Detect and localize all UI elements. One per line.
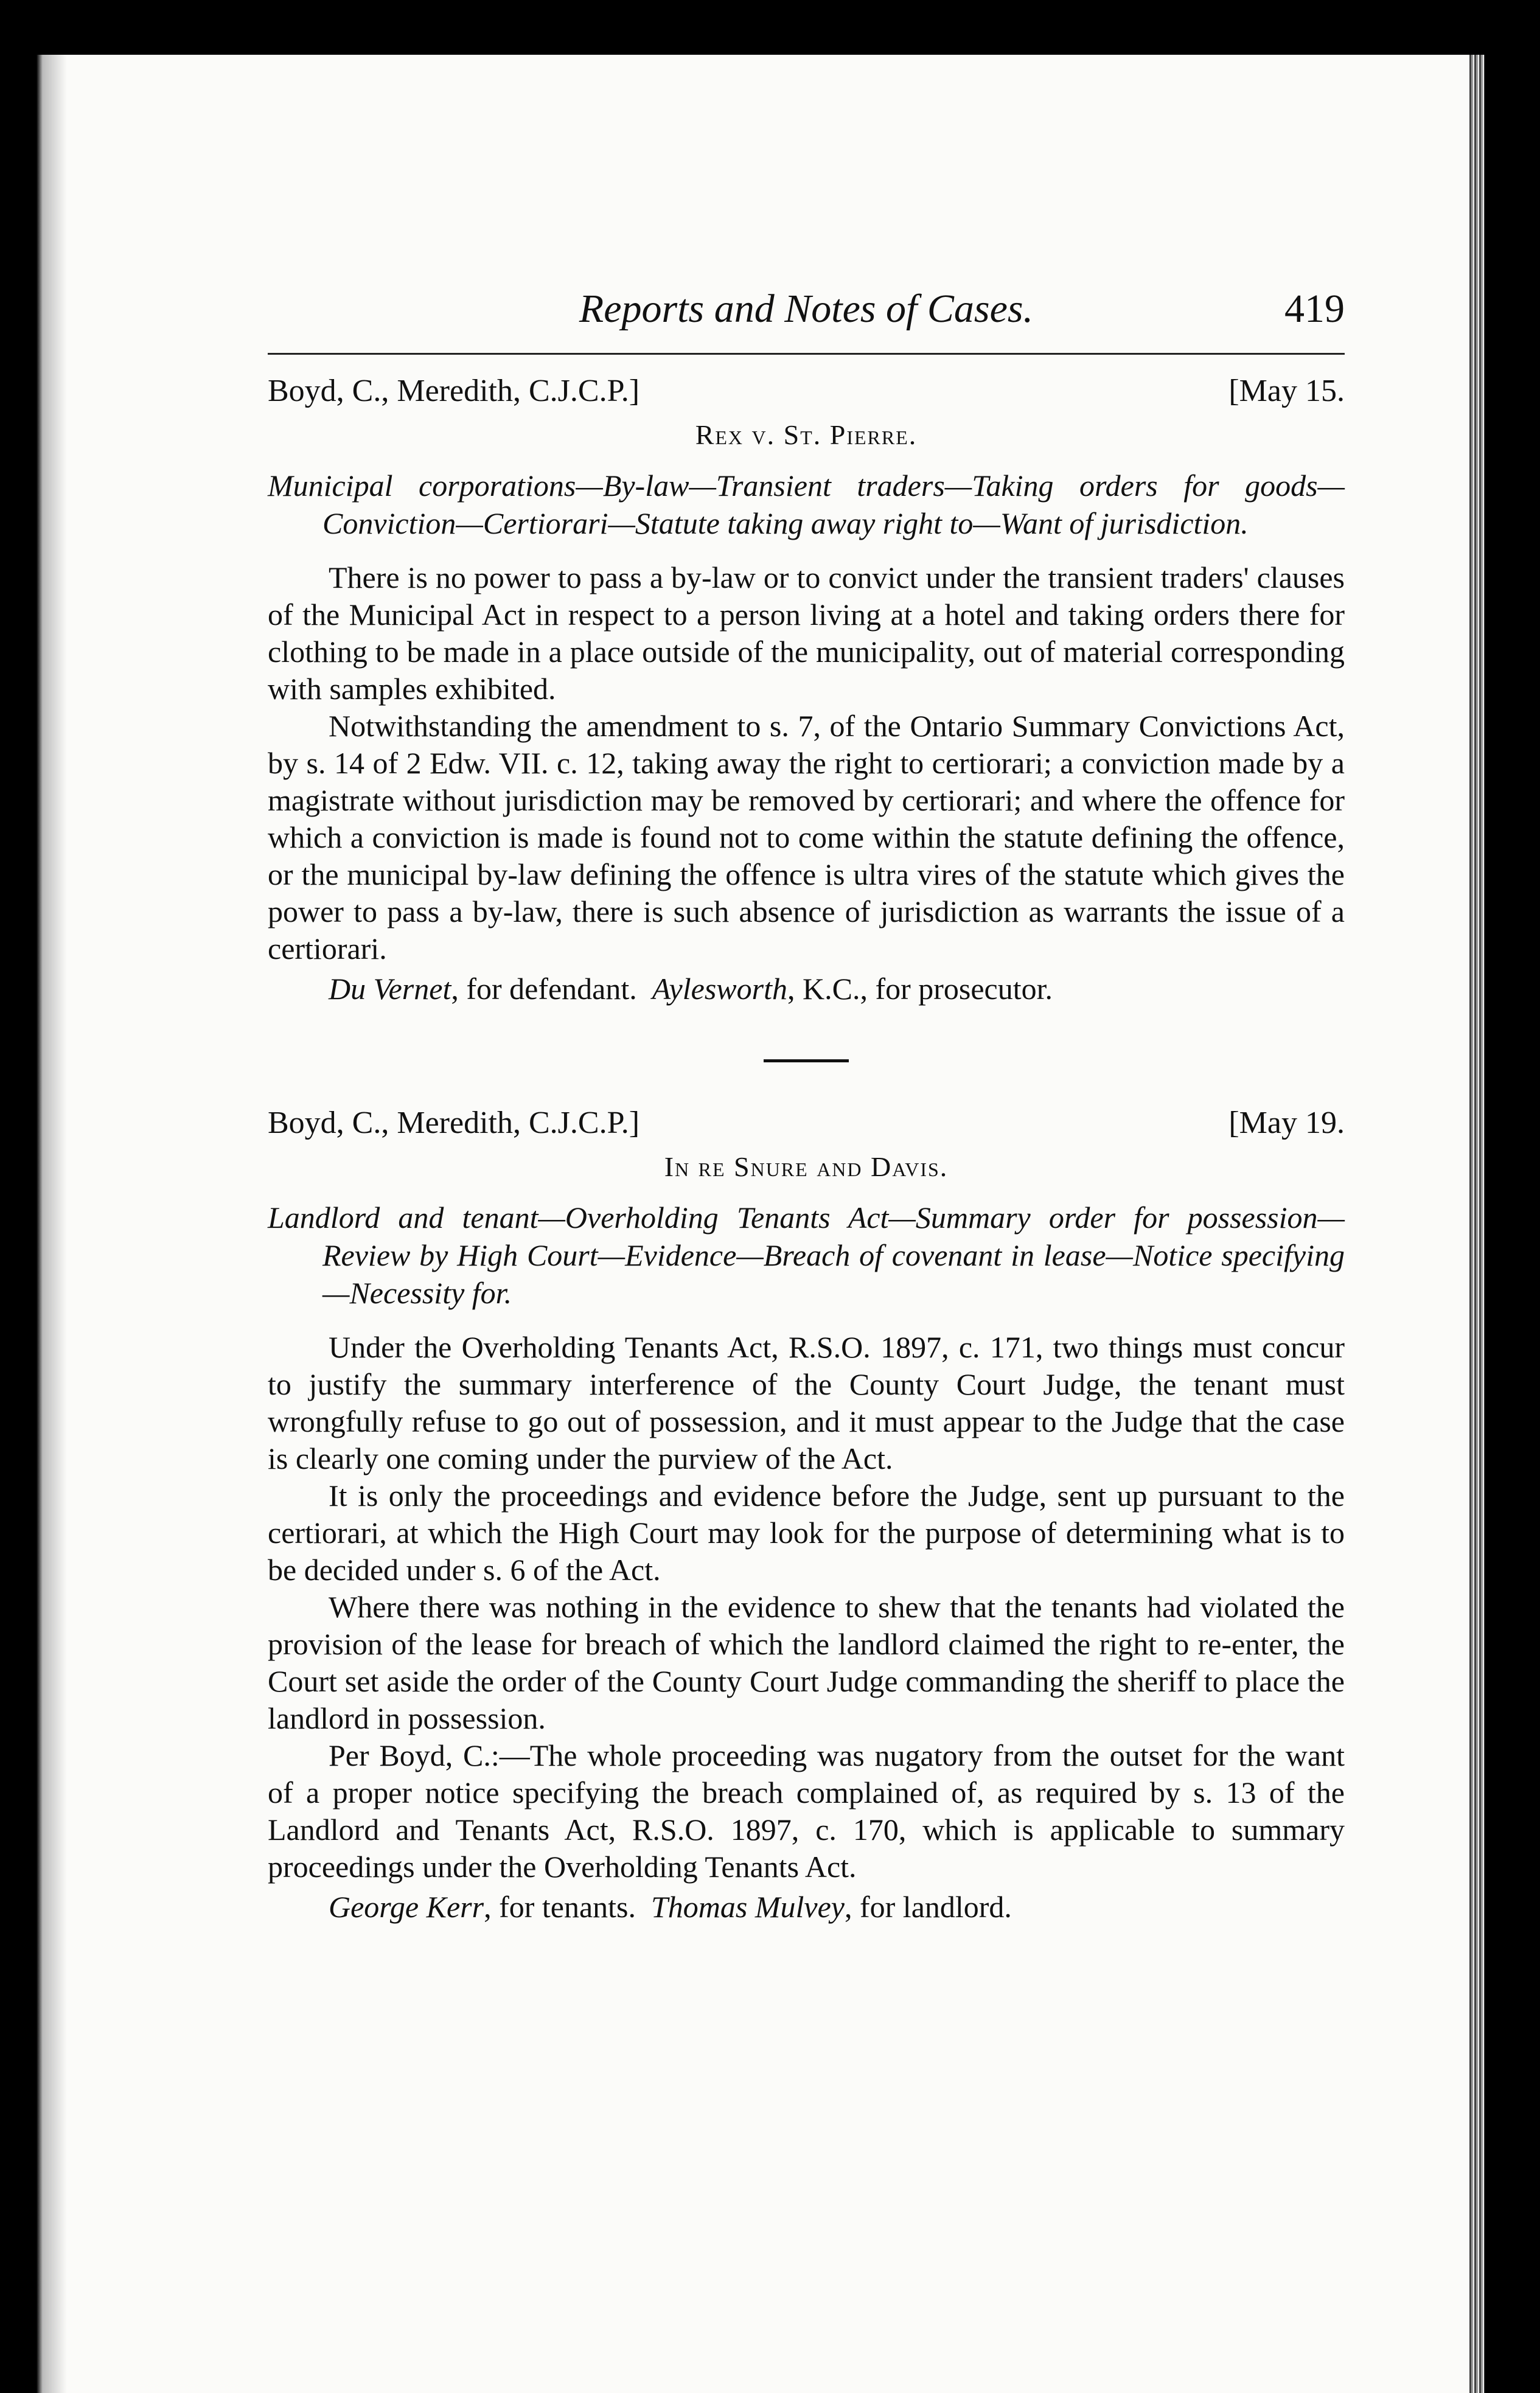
counsel-line xyxy=(268,970,1345,1008)
case-title: Rex v. St. Pierre. xyxy=(695,419,918,450)
page-content xyxy=(268,286,1345,1926)
court-line xyxy=(268,373,1345,419)
headnote: Landlord and tenant—Overholding Tenants Act—Summary order for possession—Review by High Court—Evidence—Breach of covenant in lease—Notice specifying—Necessity for. xyxy=(268,1200,1345,1310)
counsel-name: Thomas Mulvey xyxy=(651,1890,845,1924)
paragraph: It is only the proceedings and evidence before the Judge, sent up pursuant to the certiorari, at which the High Court may look for the purpose of determining what is to be decided under s. 6 of the Act. xyxy=(268,1479,1345,1587)
running-head-title: Reports and Notes of Cases. xyxy=(579,287,1034,331)
decision-date: [May 15. xyxy=(1228,374,1345,408)
court-line xyxy=(268,1105,1345,1151)
counsel-role: , K.C., for prosecutor. xyxy=(787,972,1053,1006)
case-divider xyxy=(764,1059,849,1062)
page xyxy=(24,55,1485,2393)
judges: Boyd, C., Meredith, C.J.C.P.] xyxy=(268,1106,640,1140)
counsel-name: George Kerr xyxy=(329,1890,484,1924)
counsel-role: , for landlord. xyxy=(845,1890,1012,1924)
paragraph: Per Boyd, C.:—The whole proceeding was nugatory from the outset for the want of a proper notice specifying the breach complained of, as required by s. 13 of the Landlord and Tenants Act, R.S.O. 1897, c. 170, which is applicable to summary proceedings under the Overholding Tenants Act. xyxy=(268,1738,1345,1884)
paragraph: There is no power to pass a by-law or to convict under the transient traders' clauses of the Municipal Act in respect to a person living at a hotel and taking orders there for clothing to be made in a place outside of the municipality, out of material corresponding with samples exhibited. xyxy=(268,560,1345,706)
judges: Boyd, C., Meredith, C.J.C.P.] xyxy=(268,374,640,408)
paragraph: Notwithstanding the amendment to s. 7, of the Ontario Summary Convictions Act, by s. 14 of 2 Edw. VII. c. 12, taking away the right to certiorari; a conviction made by a magistrate without jurisdiction may be removed by certiorari; and where the offence for which a conviction is made is found not to come within the statute defining the offence, or the municipal by-law defining the offence is ultra vires of the statute which gives the power to pass a by-law, there is such absence of jurisdiction as warrants the issue of a certiorari. xyxy=(268,709,1345,966)
paragraph: Under the Overholding Tenants Act, R.S.O. 1897, c. 171, two things must concur to justify the summary interference of the County Court Judge, the tenant must wrongfully refuse to go out of possession, and it must appear to the Judge that the case is clearly one coming under the purview of the Act. xyxy=(268,1330,1345,1475)
decision-date: [May 19. xyxy=(1228,1106,1345,1140)
counsel-line xyxy=(268,1888,1345,1926)
header-rule xyxy=(268,353,1345,355)
case-report xyxy=(268,373,1345,1008)
counsel-name: Aylesworth xyxy=(652,972,787,1006)
headnote: Municipal corporations—By-law—Transient traders—Taking orders for goods—Conviction—Certiorari—Statute taking away right to—Want of jurisdiction. xyxy=(268,468,1345,540)
counsel-role: , for defendant. xyxy=(451,972,637,1006)
case-report xyxy=(268,1105,1345,1926)
counsel-role: , for tenants. xyxy=(484,1890,636,1924)
page-right-edge xyxy=(1469,55,1485,2393)
case-title: In re Snure and Davis. xyxy=(664,1151,949,1182)
paragraph: Where there was nothing in the evidence to shew that the tenants had violated the provision of the lease for breach of which the landlord claimed the right to re-enter, the Court set aside the order of the County Court Judge commanding the sheriff to place the landlord in possession. xyxy=(268,1590,1345,1735)
page-left-edge xyxy=(24,55,67,2393)
counsel-name: Du Vernet xyxy=(329,972,451,1006)
page-number: 419 xyxy=(1284,287,1345,331)
running-head xyxy=(268,286,1345,347)
